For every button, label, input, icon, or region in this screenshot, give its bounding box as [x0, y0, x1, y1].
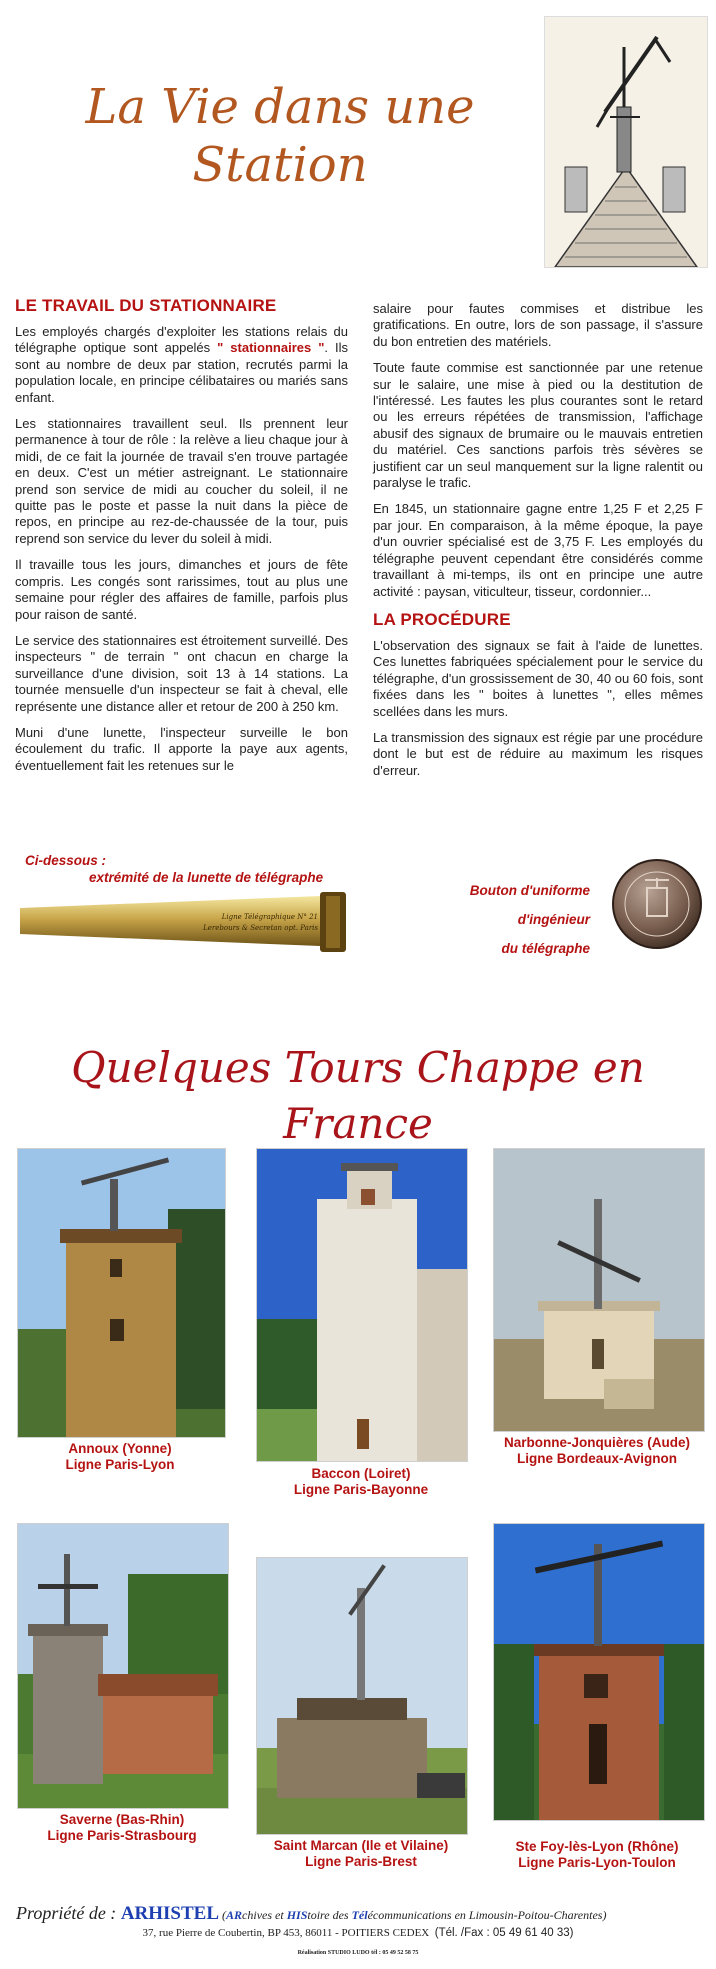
tower-name: Baccon (Loiret)	[311, 1466, 411, 1481]
owner-tel-rest: écommunications en Limousin-Poitou-Charentes)	[367, 1908, 607, 1922]
paragraph-paye: En 1845, un stationnaire gagne entre 1,25 F et 2,25 F par jour. En comparaison, à la même époque, la paye d'un ouvrier spécialisé est de 3,75 F. Les employés du télégraphe peuvent cependant être considérés comme travaillant à mi-temps, ils ont en principe une autre activité : paysan, viticulteur, tisseur, cordonnier...	[373, 501, 703, 599]
paragraph-lunettes: L'observation des signaux se fait à l'aide de lunettes. Ces lunettes fabriquées spécialement pour le service du télégraphe, d'un grossissement de 30, 40 ou 60 fois, sont fixées dans les " boites à lunettes ", elles mêmes scellées dans les murs.	[373, 637, 703, 719]
uniform-button-image	[611, 858, 703, 950]
telescope-engraving	[198, 912, 318, 934]
telescope-label-line2: extrémité de la lunette de télégraphe	[89, 870, 324, 885]
stationnaires-highlight: " stationnaires "	[217, 340, 325, 356]
owner-ar-rest: chives et	[242, 1908, 287, 1922]
tower-photo-narbonne	[493, 1148, 705, 1432]
button-label-line2: d'ingénieur	[517, 912, 590, 927]
telescope-label	[25, 852, 355, 886]
owner-label: Propriété de :	[16, 1903, 121, 1923]
footer-address	[0, 1927, 716, 1939]
tower-caption-narbonne	[478, 1435, 716, 1467]
right-column	[373, 301, 703, 789]
footer-owner	[16, 1903, 716, 1925]
left-column	[15, 296, 348, 784]
tower-photo-saverne	[17, 1523, 229, 1809]
section-heading-travail: LE TRAVAIL DU STATIONNAIRE	[15, 296, 277, 315]
page-title-line1: La Vie dans une	[85, 79, 475, 135]
button-label-line3: du télégraphe	[501, 941, 590, 956]
button-label-line1: Bouton d'uniforme	[469, 883, 590, 898]
tower-caption-baccon	[240, 1466, 482, 1498]
owner-his-rest: toire des	[307, 1908, 352, 1922]
tower-line: Ligne Paris-Lyon	[65, 1457, 175, 1472]
address-text: 37, rue Pierre de Coubertin, BP 453, 86011 - POITIERS CEDEX	[142, 1927, 430, 1939]
tower-name: Annoux (Yonne)	[68, 1441, 172, 1456]
station-engraving-image	[544, 16, 708, 268]
owner-tel: Tél	[351, 1908, 368, 1922]
paragraph-conges: Il travaille tous les jours, dimanches et jours de fête compris. Les congés sont rarissimes, tout au plus une semaine pour régler des affaires de famille, parfois plus pour raison de santé.	[15, 557, 348, 622]
tower-line: Ligne Bordeaux-Avignon	[516, 1451, 677, 1466]
owner-his: HIS	[286, 1908, 308, 1922]
paragraph-transmission: La transmission des signaux est régie par une procédure dont le but est de réduire au maximum les risques d'erreur.	[373, 729, 703, 778]
tower-line: Ligne Paris-Bayonne	[293, 1482, 429, 1497]
section-heading-procedure: LA PROCÉDURE	[373, 609, 511, 629]
paragraph-intro-text: Les employés chargés d'exploiter les stations relais du télégraphe optique sont appelés	[15, 324, 348, 356]
button-label	[440, 876, 590, 963]
towers-title: Quelques Tours Chappe en France	[71, 1043, 645, 1148]
paragraph-intro	[15, 324, 348, 406]
tower-caption-saint-marcan	[240, 1838, 482, 1870]
paragraph-intro-text-end: . Ils sont au nombre de deux par station, recrutés parmi la population locale, en principe célibataires ou mariés sans enfant.	[15, 340, 348, 405]
telescope-image	[20, 888, 352, 958]
tower-name: Saint Marcan (Ile et Vilaine)	[273, 1838, 449, 1853]
tower-line: Ligne Paris-Lyon-Toulon	[518, 1855, 676, 1870]
tower-caption-ste-foy	[478, 1839, 716, 1871]
paragraph-surveillance: Le service des stationnaires est étroitement surveillé. Des inspecteurs " de terrain " ont chacun en charge la surveillance d'une division, soit 13 à 14 stations. La tournée mensuelle d'un inspecteur se fait à cheval, elle représente une distance aller et retour de 200 à 250 km.	[15, 632, 348, 714]
tower-name: Narbonne-Jonquières (Aude)	[503, 1435, 690, 1450]
phone-text: (Tél. /Fax : 05 49 61 40 33)	[434, 1927, 574, 1939]
owner-ar: AR	[226, 1908, 243, 1922]
telescope-label-line1: Ci-dessous :	[25, 853, 107, 868]
paragraph-sanctions: Toute faute commise est sanctionnée par une retenue sur le salaire, une mise à pied ou la destitution de l'intéressé. Les fautes les plus courantes sont le retard ou les erreurs répétées de transmission, l'affichage abusif des signaux de brumaire ou le mauvais entretien du matériel. Ces sanctions parfois très sévères se justifient car un seul manquement sur la ligne ralentit ou paralyse le trafic.	[373, 360, 703, 491]
page-title-line2: Station	[192, 137, 368, 193]
footer-credit: Réalisation STUDIO LUDO tél : 05 49 52 58 75	[297, 1950, 419, 1956]
tower-caption-annoux	[0, 1441, 240, 1473]
page-title	[70, 78, 490, 194]
tower-photo-annoux	[17, 1148, 226, 1438]
paragraph-salaire: salaire pour fautes commises et distribue les gratifications. En outre, lors de son passage, il s'assure du bon entretien des matériels.	[373, 301, 703, 349]
tower-name: Saverne (Bas-Rhin)	[59, 1812, 185, 1827]
telescope-engraving-line1: Ligne Télégraphique N° 21	[221, 913, 318, 921]
owner-name: ARHISTEL	[120, 1903, 220, 1924]
tower-photo-saint-marcan	[256, 1557, 468, 1835]
tower-line: Ligne Paris-Brest	[305, 1854, 417, 1869]
tower-name: Ste Foy-lès-Lyon (Rhône)	[515, 1839, 679, 1854]
tower-photo-baccon	[256, 1148, 468, 1462]
paragraph-inspecteur: Muni d'une lunette, l'inspecteur surveille le bon écoulement du trafic. Il apporte la paye aux agents, éventuellement fait les retenues sur le	[15, 724, 348, 773]
owner-paren: (	[219, 1908, 227, 1922]
tower-caption-saverne	[0, 1812, 244, 1844]
telescope-engraving-line2: Lerebours & Secretan opt. Paris	[203, 924, 318, 932]
tower-line: Ligne Paris-Strasbourg	[47, 1828, 197, 1843]
tower-photo-ste-foy	[493, 1523, 705, 1821]
paragraph-permanence: Les stationnaires travaillent seul. Ils prennent leur permanence à tour de rôle : la relève a lieu chaque jour à midi, de ce fait la journée de travail s'en trouve partagée en deux. C'est un métier astreignant. Le stationnaire prend son service de midi au coucher du soleil, il ne quitte pas le poste et passe la nuit dans la pièce de repos, en principe au rez-de-chaussée de la tour, puis reprend son service du lever du soleil à midi.	[15, 416, 348, 546]
